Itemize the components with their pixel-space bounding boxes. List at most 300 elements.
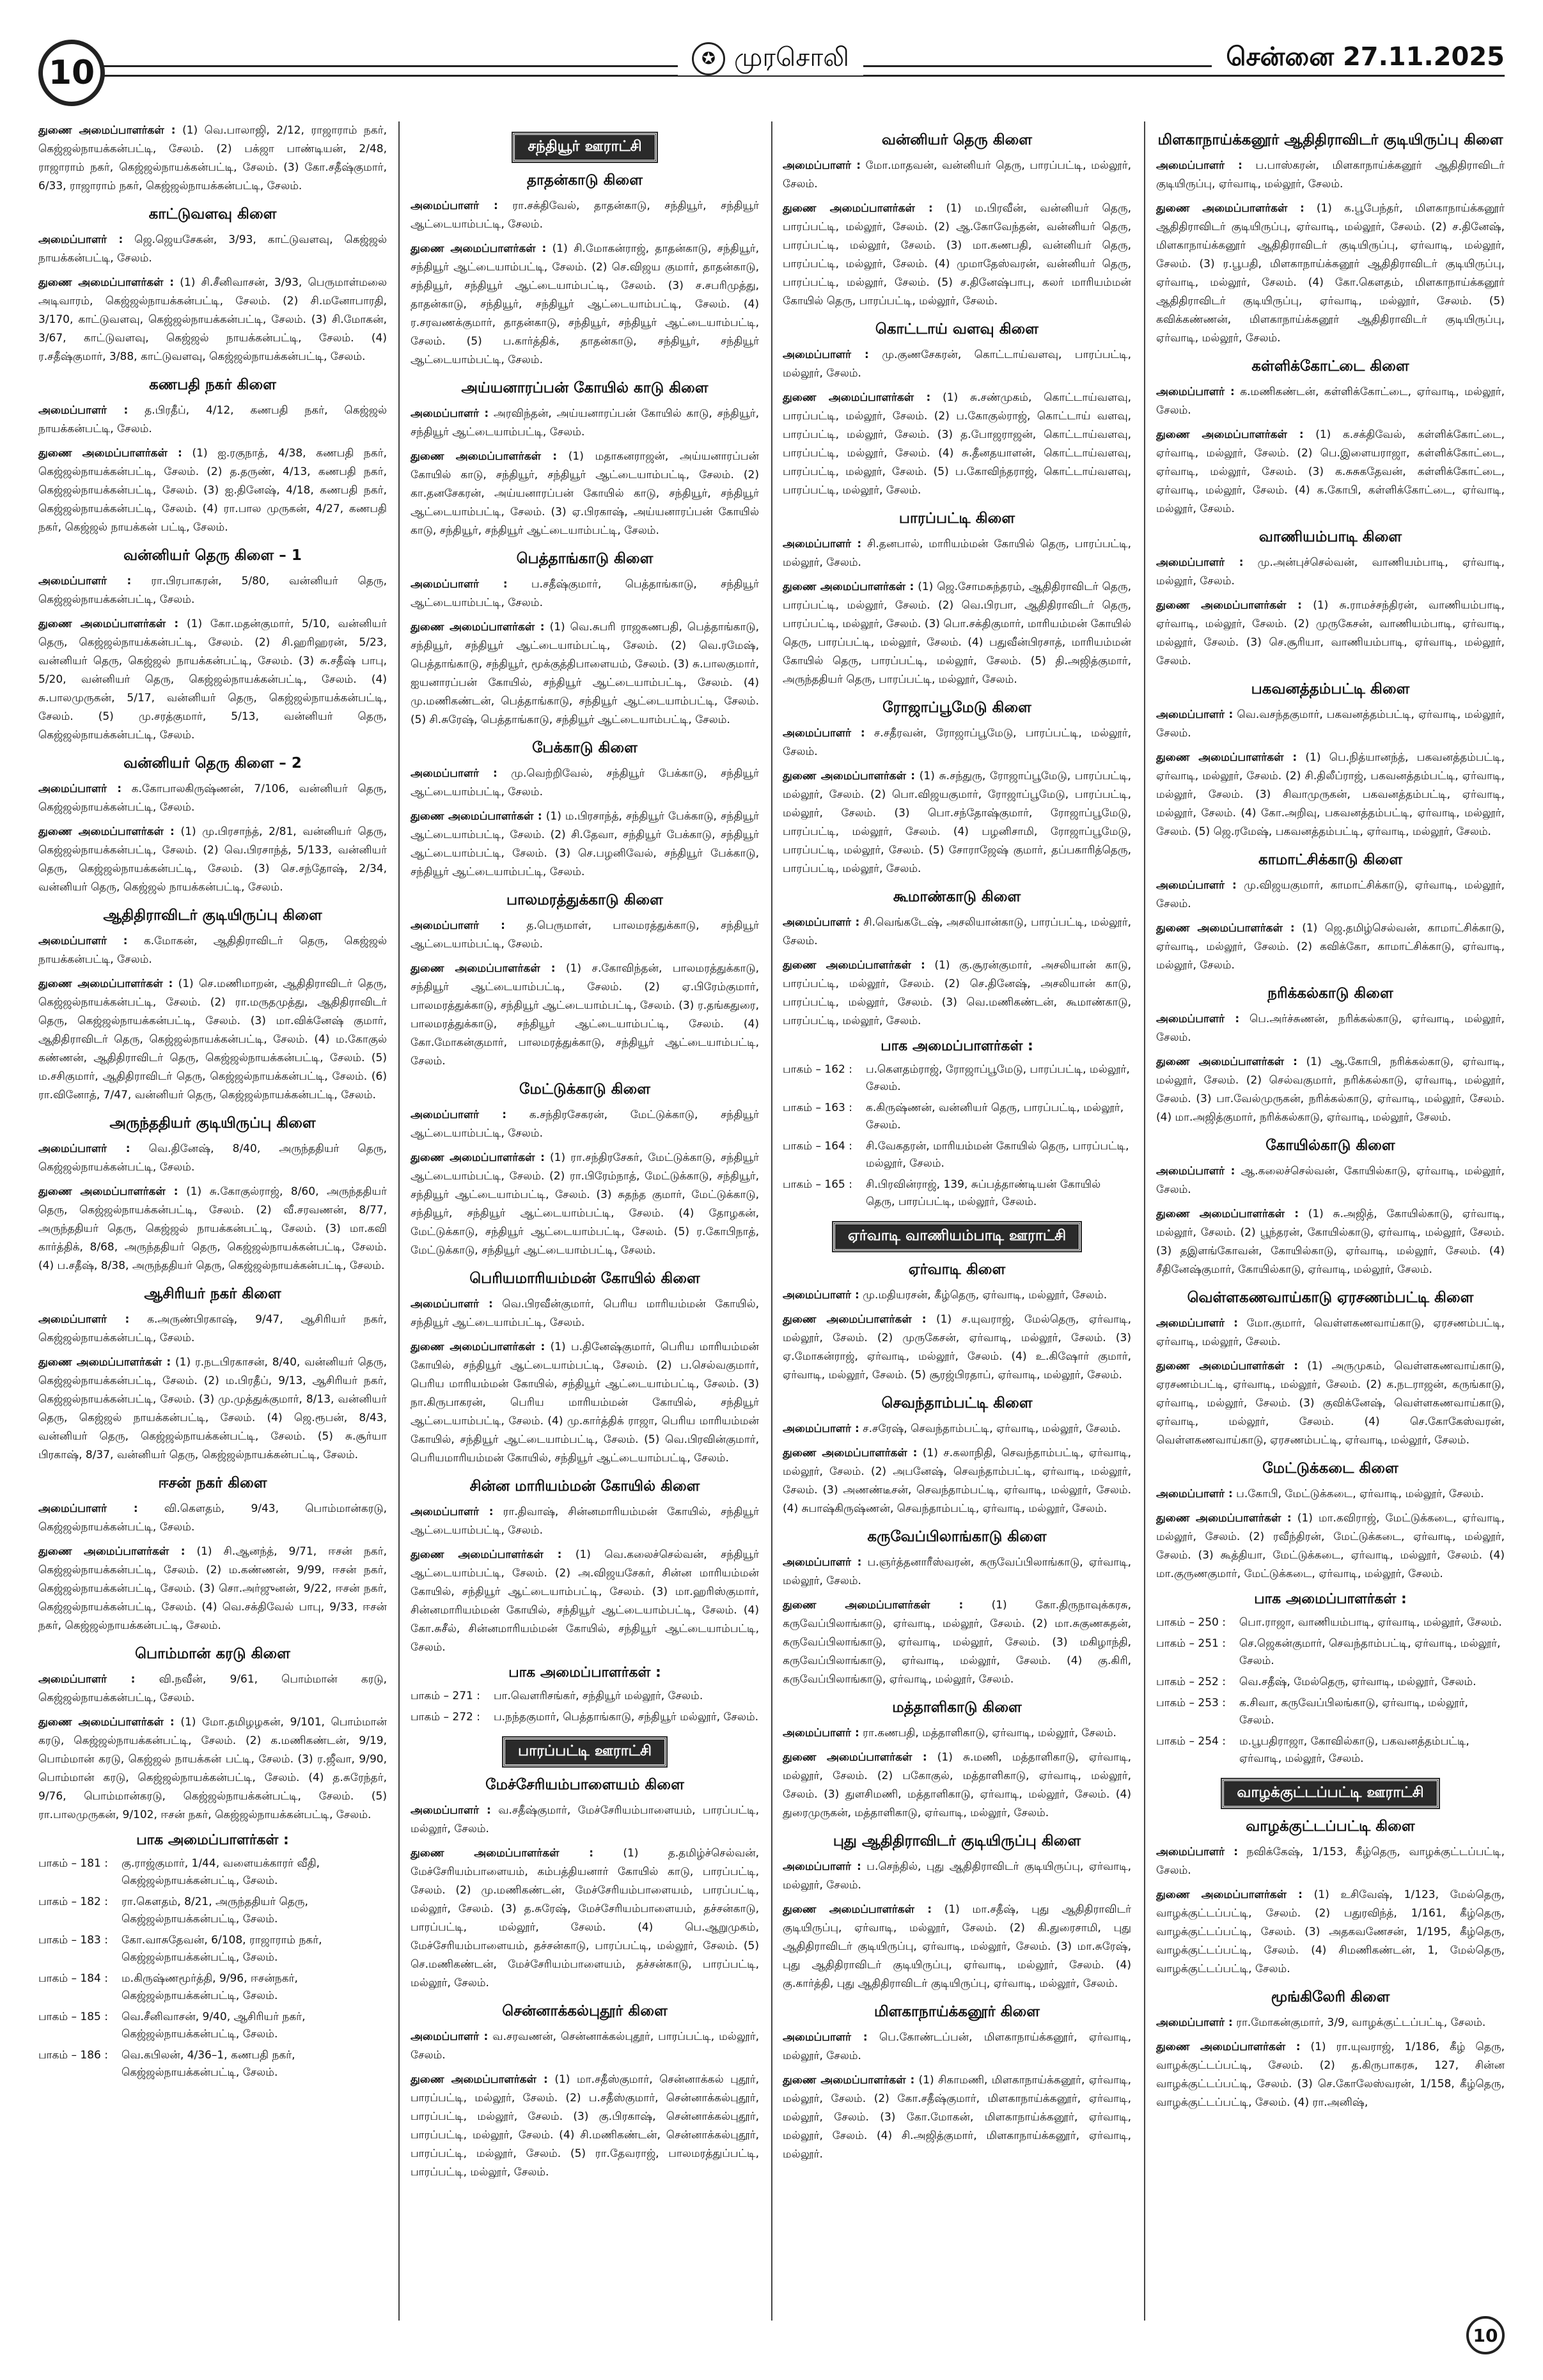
entry-text: க.கோபாலகிருஷ்ணன், 7/106, வன்னியர் தெரு, கெஜ்ஜல்நாயக்கன்பட்டி, சேலம். (38, 782, 387, 814)
branch-heading: வன்னியர் தெரு கிளை (881, 132, 1033, 148)
organizer-entry (1156, 596, 1505, 671)
booth-row (1156, 1733, 1505, 1768)
role-label: அமைப்பாளர் : (411, 199, 498, 212)
booth-organizer: க.கிருஷ்ணன், வன்னியர் தெரு, பாரப்பட்டி, மல்லூர், சேலம். (866, 1101, 1124, 1132)
organizer-entry (1156, 876, 1505, 914)
role-label: துணை அமைப்பாளர்கள் : (411, 1847, 594, 1860)
entry-text: ப.கோபி, மேட்டுக்கடை, ஏர்வாடி, மல்லூர், சேலம். (1232, 1488, 1484, 1500)
booth-organizer: செ.ஜெகன்குமார், செவந்தாம்பட்டி, ஏர்வாடி, மல்லூர், சேலம். (1239, 1637, 1501, 1667)
entry-text: ப.செந்தில், புது ஆதிதிராவிடர் குடியிருப்பு, ஏர்வாடி, மல்லூர், சேலம். (783, 1860, 1131, 1892)
organizer-entry (1156, 1357, 1505, 1450)
organizer-entry (411, 1801, 759, 1839)
entry-text: (1) சு.சண்முகம், கொட்டாய்வளவு, பாரப்பட்டி, மல்லூர், சேலம். (2) ப.கோகுல்ராஜ், கொட்டாய் வளவு, பாரப்பட்டி, மல்லூர், சேலம். (3) த.போஜராஜன், கொட்டாய்வளவு, பாரப்பட்டி, மல்லூர், சேலம். (4) சு.தீனதயாளன், கொட்டாய்வளவு, பாரப்பட்டி, மல்லூர், சேலம். (5) ப.கோவிந்தராஜ், கொட்டாய்வளவு, பாரப்பட்டி, மல்லூர், சேலம். (783, 391, 1131, 497)
entry-text: (1) அருமுகம், வெள்ளகணவாய்காடு, ஏரசணம்பட்டி, ஏர்வாடி, மல்லூர், சேலம். (2) க.நடராஜன், கருங்காடு, ஏர்வாடி, மல்லூர், சேலம். (3) குவிக்னேஷ், வெள்ளகணவாய்காடு, ஏர்வாடி, மல்லூர், சேலம். (4) செ.கோகேஸ்வரன், வெள்ளகணவாய்காடு, ஏரசணம்பட்டி, ஏர்வாடி, மல்லூர், சேலம். (1156, 1360, 1505, 1447)
organizer-entry (783, 1311, 1131, 1385)
booth-number: பாகம் – 254 : (1156, 1735, 1226, 1748)
entry-text: மு.அன்புச்செல்வன், வாணியம்பாடி, ஏர்வாடி, மல்லூர், சேலம். (1156, 556, 1505, 587)
organizer-entry (38, 121, 387, 196)
panchayat-banner: வாழக்குட்டப்பட்டி ஊராட்சி (1222, 1779, 1438, 1808)
entry-text: மோ.மாதவன், வன்னியர் தெரு, பாரப்பட்டி, மல்லூர், சேலம். (783, 159, 1131, 191)
role-label: அமைப்பாளர் : (38, 575, 132, 587)
organizer-entry (38, 401, 387, 439)
role-label: அமைப்பாளர் : (783, 727, 865, 740)
organizer-entry (1156, 554, 1505, 591)
organizer-entry (1156, 383, 1505, 420)
organizer-entry (1156, 426, 1505, 518)
organizer-entry (38, 1670, 387, 1707)
branch-heading: வன்னியர் தெரு கிளை – 2 (123, 755, 302, 772)
entry-text: (1) த.தமிழ்ச்செல்வன், மேச்சேரியம்பாளையம், கம்பத்தியனார் கோயில் காடு, பாரப்பட்டி, சேலம். (2) மு.மணிகண்டன், மேச்சேரியம்பாளையம், பாரப்பட்டி, மல்லூர், சேலம். (3) த.சுரேஷ், மேச்சேரியம்பாளையம், தச்சன்காடு, பாரப்பட்டி, மல்லூர், சேலம். (4) பெ.ஆறுமுகம், மேச்சேரியம்பாளையம், தச்சன்காடு, பாரப்பட்டி, மல்லூர், சேலம். (5) செ.மணிகண்டன், மேச்சேரியம்பாளையம், தச்சன்காடு, பாரப்பட்டி, மல்லூர், சேலம். (411, 1847, 759, 1989)
panchayat-banner: பாரப்பட்டி ஊராட்சி (503, 1738, 666, 1766)
organizer-entry (38, 572, 387, 609)
branch-heading: மேச்சேரியம்பாளையம் கிளை (485, 1777, 684, 1793)
booth-number: பாகம் – 183 : (38, 1934, 108, 1947)
organizer-entry (783, 2071, 1131, 2164)
booth-number: பாகம் – 185 : (38, 2011, 108, 2023)
role-label: அமைப்பாளர் : (1156, 2016, 1233, 2029)
branch-heading: கொட்டாய் வளவு கிளை (875, 321, 1039, 338)
booth-row (38, 1970, 387, 2005)
entry-text: ஜெ.ஜெயசேகன், 3/93, காட்டுவளவு, கெஜ்ஜல் நாயக்கன்பட்டி, சேலம். (38, 233, 387, 265)
entry-text: பெ.அர்ச்சுணன், நரிக்கல்காடு, ஏர்வாடி, மல்லூர், சேலம். (1156, 1013, 1505, 1044)
role-label: துணை அமைப்பாளர்கள் : (38, 618, 179, 630)
entry-text: (1) ர.நடபிரகாசன், 8/40, வன்னியர் தெரு, கெஜ்ஜல்நாயக்கன்பட்டி, சேலம். (2) ம.பிரதீப், 9/13, ஆசிரியர் நகர், கெஜ்ஜல்நாயக்கன்பட்டி, சேலம். (3) மு.முத்துக்குமார், 8/13, வன்னியர் தெரு, கெஜ்ஜல் நாயக்கன்பட்டி, சேலம். (4) ஜெ.ரூபன், 8/43, வன்னியர் தெரு, கெஜ்ஜல்நாயக்கன்பட்டி, சேலம். (5) சு.சூர்யா பிரகாஷ், 8/37, வன்னியர் தெரு, கெஜ்ஜல்நாயக்கன்பட்டி, சேலம். (38, 1356, 387, 1461)
branch-heading: வாழக்குட்டப்பட்டி கிளை (1246, 1818, 1415, 1835)
role-label: அமைப்பாளர் : (411, 919, 505, 932)
branch-heading: ரோஜாப்பூமேடு கிளை (882, 699, 1031, 716)
organizer-entry (1156, 1205, 1505, 1279)
entry-text: ரா.மோகன்குமார், 3/9, வாழக்குட்டப்பட்டி, சேலம். (1232, 2016, 1486, 2029)
paper-name: முரசொலி (734, 42, 849, 72)
branch-heading: மத்தாளிகாடு கிளை (892, 1699, 1022, 1716)
branch-heading: வாணியம்பாடி கிளை (1258, 529, 1402, 545)
entry-text: (1) ச.கோவிந்தன், பாலமரத்துக்காடு, சந்தியூர் ஆட்டையாம்பட்டி, சேலம். (2) ஏ.பிரேம்குமார், பாலமரத்துக்காடு, சந்தியூர் ஆட்டையாம்பட்டி, சேலம். (3) ர.தங்கதுரை, பாலமரத்துக்காடு, சந்தியூர் ஆட்டையாம்பட்டி, சேலம். (4) கோ.மோகன்குமார், பாலமரத்துக்காடு, சந்தியூர் ஆட்டையாம்பட்டி, சேலம். (411, 962, 759, 1068)
booth-row (38, 1932, 387, 1966)
booth-number: பாகம் – 252 : (1156, 1676, 1226, 1688)
role-label: அமைப்பாளர் : (1156, 1317, 1238, 1330)
organizer-entry (411, 405, 759, 442)
organizer-entry (411, 807, 759, 882)
organizer-entry (411, 1844, 759, 1993)
role-label: அமைப்பாளர் : (411, 1804, 491, 1817)
booth-number: பாகம் – 182 : (38, 1895, 108, 1908)
organizer-entry (411, 1546, 759, 1657)
entry-text: ரா.சக்திவேல், தாதன்காடு, சந்தியூர், சந்தியூர் ஆட்டையாம்பட்டி, சேலம். (411, 199, 759, 231)
organizer-entry (38, 823, 387, 897)
organizer-entry (1156, 706, 1505, 743)
entry-text: த.பிரதீப், 4/12, கணபதி நகர், கெஜ்ஜல் நாயக்கன்பட்டி, சேலம். (38, 404, 387, 435)
organizer-entry (38, 932, 387, 969)
organizer-entry (783, 535, 1131, 572)
role-label: அமைப்பாளர் : (1156, 1165, 1235, 1178)
organizer-entry (411, 2071, 759, 2182)
role-label: அமைப்பாளர் : (411, 767, 497, 780)
entry-text: (1) ஐ.ரகுநாத், 4/38, கணபதி நகர், கெஜ்ஜல்நாயக்கன்பட்டி, சேலம். (2) த.தருண், 4/13, கணபதி நகர், கெஜ்ஜல்நாயக்கன்பட்டி, சேலம். (3) ஐ.தினேஷ், 4/18, கணபதி நகர், கெஜ்ஜல்நாயக்கன்பட்டி, சேலம். (4) ரா.பால முருகன், 4/27, கணபதி நகர், கெஜ்ஜல் நாயக்கன் பட்டி, சேலம். (38, 447, 387, 534)
branch-heading: சென்னாக்கல்புதூர் கிளை (502, 2003, 668, 2019)
organizer-entry (38, 1183, 387, 1275)
entry-text: வ.சதீஷ்குமார், மேச்சேரியம்பாளையம், பாரப்பட்டி, மல்லூர், சேலம். (411, 1804, 759, 1835)
entry-text: ச.சதீரவன், ரோஜாப்பூமேடு, பாரப்பட்டி, மல்லூர், சேலம். (783, 727, 1131, 758)
booth-organizer: வெ.சதீஷ், மேல்தெரு, ஏர்வாடி, மல்லூர், சேலம். (1239, 1676, 1476, 1688)
organizer-entry (38, 615, 387, 745)
paper-logo-icon: ✪ (692, 42, 725, 75)
article-columns (38, 121, 1505, 2321)
branch-heading: மிளகாநாய்க்கனூர் கிளை (873, 2003, 1040, 2020)
role-label: துணை அமைப்பாளர்கள் : (1156, 202, 1304, 215)
entry-text: (1) மா.கவிராஜ், மேட்டுக்கடை, ஏர்வாடி, மல்லூர், சேலம். (2) ரவீந்திரன், மேட்டுக்கடை, ஏர்வாடி, மல்லூர், சேலம். (3) கூத்தியா, மேட்டுக்கடை, ஏர்வாடி, மல்லூர், சேலம். (4) மா.குருணகுமார், மேட்டுக்கடை, ஏர்வாடி, மல்லூர், சேலம். (1156, 1512, 1505, 1580)
organizer-entry (783, 914, 1131, 951)
booth-organizer: சி.வேகதரன், மாரியம்மன் கோயில் தெரு, பாரப்பட்டி, மல்லூர், சேலம். (866, 1140, 1129, 1170)
column-3 (783, 121, 1131, 2321)
entry-text: (1) ஜெ.சோமசுந்தரம், ஆதிதிராவிடர் தெரு, பாரப்பட்டி, மல்லூர், சேலம். (2) வெ.பிரபா, ஆதிதிராவிடர் தெரு, பாரப்பட்டி, மல்லூர், சேலம். (3) பொ.சக்திகுமார், மாரியம்மன் கோயில் தெரு, பாரப்பட்டி, மல்லூர், சேலம். (4) பதுவீன்பிரசாத், மாரியம்மன் கோயில் தெரு, பாரப்பட்டி, மல்லூர், சேலம். (5) தி.அஜித்குமார், அருந்ததியர் தெரு, பாரப்பட்டி, மல்லூர், சேலம். (783, 580, 1131, 686)
organizer-entry (1156, 919, 1505, 975)
entry-text: (1) ரா.யுவராஜ், 1/186, கீழ் தெரு, வாழக்குட்டப்பட்டி, சேலம். (2) த.கிருபாகரசு, 127, சின்ன வாழக்குட்டப்பட்டி, சேலம். (3) செ.கோலேஸ்வரன், 1/158, கீழ்தெரு, வாழக்குட்டப்பட்டி, சேலம். (4) ரா.அனிஷ், (1156, 2041, 1505, 2109)
role-label: அமைப்பாளர் : (38, 782, 122, 795)
booth-row (783, 1138, 1131, 1172)
booth-row (783, 1061, 1131, 1096)
entry-text: சி.வெங்கடேஷ், அசலியான்காடு, பாரப்பட்டி, மல்லூர், சேலம். (783, 916, 1131, 947)
branch-heading: தாதன்காடு கிளை (527, 172, 643, 189)
booth-row (1156, 1674, 1505, 1691)
booth-heading: பாக அமைப்பாளர்கள் : (136, 1832, 289, 1848)
branch-heading: ஆதிதிராவிடர் குடியிருப்பு கிளை (103, 907, 322, 924)
entry-text: ப.சதீஷ்குமார், பெத்தாங்காடு, சந்தியூர் ஆட்டையாம்பட்டி, சேலம். (411, 578, 759, 609)
organizer-entry (1156, 1886, 1505, 1979)
organizer-entry (1156, 157, 1505, 194)
entry-text: ச.சரேஷ், செவந்தாம்பட்டி, ஏர்வாடி, மல்லூர், சேலம். (859, 1422, 1121, 1435)
role-label: அமைப்பாளர் : (783, 538, 862, 550)
booth-organizer: கு.ராஜ்குமார், 1/44, வளையக்காரர் வீதி, கெஜ்ஜல்நாயக்கன்பட்டி, சேலம். (121, 1857, 320, 1887)
branch-heading: ஆசிரியர் நகர் கிளை (144, 1286, 281, 1302)
branch-heading: பாரப்பட்டி கிளை (898, 510, 1015, 527)
branch-heading: அருந்ததியர் குடியிருப்பு கிளை (109, 1115, 316, 1132)
organizer-entry (783, 389, 1131, 500)
entry-text: (1) சி.சீனிவாசன், 3/93, பெருமாள்மலை அடிவாரம், கெஜ்ஜல்நாயக்கன்பட்டி, சேலம். (2) சி.மனோபாரதி, 3/170, காட்டுவளவு, கெஜ்ஜல்நாயக்கன்பட்டி, சேலம். (3) சி.மோகன், 3/67, காட்டுவளவு, கெஜ்ஜல் நாயக்கன்பட்டி, சேலம். (4) ர.சதீஷ்குமார், 3/88, காட்டுவளவு, கெஜ்ஜல்நாயக்கன்பட்டி, சேலம். (38, 276, 387, 363)
organizer-entry (411, 1295, 759, 1332)
entry-text: (1) ப.தினேஷ்குமார், பெரிய மாரியம்மன் கோயில், சந்தியூர் ஆட்டையாம்பட்டி, சேலம். (2) ப.செல்வகுமார், பெரிய மாரியம்மன் கோயில், சந்தியூர் ஆட்டையாம்பட்டி, சேலம். (3) நா.கிருபாகரன், பெரிய மாரியம்மன் கோயில், சந்தியூர் ஆட்டையாம்பட்டி, சேலம். (4) மு.கார்த்திக் ராஜா, பெரிய மாரியம்மன் கோயில், சந்தியூர் ஆட்டையாம்பட்டி, சேலம். (5) வெ.பிரவின்குமார், பெரியமாரியம்மன் கோயில், சந்தியூர் ஆட்டையாம்பட்டி, சேலம். (411, 1341, 759, 1465)
booth-row (1156, 1635, 1505, 1670)
entry-text: (1) உசிவேஷ், 1/123, மேல்தெரு, வாழக்குட்டப்பட்டி, சேலம். (2) பதுரவிந்த், 1/161, கீழ்தெரு, வாழக்குட்டப்பட்டி, சேலம். (3) அதகவணேசன், 1/195, கீழ்தெரு, வாழக்குட்டப்பட்டி, சேலம். (4) சிமணிகண்டன், 1, மேல்தெரு, வாழக்குட்டப்பட்டி, சேலம். (1156, 1888, 1505, 1975)
organizer-entry (38, 780, 387, 817)
organizer-entry (411, 960, 759, 1071)
organizer-entry (1156, 1509, 1505, 1583)
role-label: துணை அமைப்பாளர்கள் : (783, 580, 914, 593)
organizer-entry (783, 724, 1131, 761)
role-label: துணை அமைப்பாளர்கள் : (38, 124, 176, 137)
booth-row (411, 1688, 759, 1705)
booth-row (783, 1100, 1131, 1134)
booth-number: பாகம் – 163 : (783, 1101, 852, 1114)
organizer-entry (411, 240, 759, 369)
organizer-entry (1156, 2014, 1505, 2032)
role-label: அமைப்பாளர் : (783, 2031, 868, 2044)
branch-heading: பகவனத்தம்பட்டி கிளை (1251, 681, 1410, 697)
entry-text: (1) மதாகனராஜன், அய்யனாரப்பன் கோயில் காடு, சந்தியூர், சந்தியூர் ஆட்டையாம்பட்டி, சேலம். (2) கா.தனசேகரன், அய்யனாரப்பன் கோயில் காடு, சந்தியூர், சந்தியூர் ஆட்டையாம்பட்டி, சேலம். (3) ஏ.பிரகாஷ், அய்யனாரப்பன் கோயில் காடு, சந்தியூர், சந்தியூர் ஆட்டையாம்பட்டி, சேலம். (411, 450, 759, 537)
organizer-entry (411, 1503, 759, 1540)
organizer-entry (783, 578, 1131, 689)
entry-text: வி.நவீன், 9/61, பொம்மான் கரடு, கெஜ்ஜல்நாயக்கன்பட்டி, சேலம். (38, 1673, 387, 1704)
paper-name-block (678, 42, 863, 75)
booth-organizer: வெ.கபிலன், 4/36–1, கணபதி நகர், கெஜ்ஜல்நாயக்கன்பட்டி, சேலம். (121, 2049, 295, 2079)
role-label: அமைப்பாளர் : (411, 1505, 494, 1518)
column-2 (411, 121, 759, 2321)
entry-text: சி.தனபால், மாரியம்மன் கோயில் தெரு, பாரப்பட்டி, மல்லூர், சேலம். (783, 538, 1131, 569)
role-label: அமைப்பாளர் : (411, 578, 508, 591)
entry-text: (1) பெ.நித்யானந்த், பகவனத்தம்பட்டி, ஏர்வாடி, மல்லூர், சேலம். (2) சி.திலீப்ராஜ், பகவனத்தம்பட்டி, ஏர்வாடி, மல்லூர், சேலம். (3) சிவாமுருகன், பகவனத்தம்பட்டி, ஏர்வாடி, மல்லூர், சேலம். (4) கோ.அறிவு, பகவனத்தம்பட்டி, ஏர்வாடி, மல்லூர், சேலம். (5) ஜெ.ரமேஷ், பகவனத்தம்பட்டி, ஏர்வாடி, மல்லூர், சேலம். (1156, 751, 1505, 838)
column-divider (398, 121, 400, 2321)
organizer-entry (1156, 1843, 1505, 1880)
booth-number: பாகம் – 253 : (1156, 1697, 1226, 1709)
role-label: துணை அமைப்பாளர்கள் : (1156, 922, 1295, 935)
organizer-entry (411, 765, 759, 802)
booth-row (783, 1176, 1131, 1211)
organizer-entry (411, 1338, 759, 1468)
branch-heading: கோயில்காடு கிளை (1265, 1137, 1395, 1154)
role-label: துணை அமைப்பாளர்கள் : (783, 1313, 927, 1326)
role-label: துணை அமைப்பாளர்கள் : (38, 825, 175, 838)
entry-text: வெ.தினேஷ், 8/40, அருந்ததியர் தெரு, கெஜ்ஜல்நாயக்கன்பட்டி, சேலம். (38, 1142, 387, 1174)
organizer-entry (783, 1420, 1131, 1438)
entry-text: வி.கௌதம், 9/43, பொம்மான்கரடு, கெஜ்ஜல்நாயக்கன்பட்டி, சேலம். (38, 1502, 387, 1534)
booth-organizer: ப.நந்தகுமார், பெத்தாங்காடு, சந்தியூர் மல்லூர், சேலம். (494, 1711, 759, 1723)
branch-heading: கூமாண்காடு கிளை (893, 889, 1021, 905)
organizer-entry (38, 274, 387, 366)
organizer-entry (783, 1444, 1131, 1518)
entry-text: வெ.வசந்தகுமார், பகவனத்தம்பட்டி, ஏர்வாடி, மல்லூர், சேலம். (1156, 708, 1505, 740)
organizer-entry (1156, 199, 1505, 348)
booth-number: பாகம் – 186 : (38, 2049, 108, 2062)
role-label: அமைப்பாளர் : (38, 1502, 138, 1515)
booth-organizer: க.சிவா, கருவேப்பிலங்காடு, ஏர்வாடி, மல்லூர், சேலம். (1239, 1697, 1468, 1727)
role-label: அமைப்பாளர் : (1156, 385, 1235, 398)
role-label: அமைப்பாளர் : (1156, 879, 1237, 892)
role-label: அமைப்பாளர் : (783, 1289, 859, 1302)
entry-text: (1) சி.ஆனந்த், 9/71, ஈசன் நகர், கெஜ்ஜல்நாயக்கன்பட்டி, சேலம். (2) ம.கண்ணன், 9/99, ஈசன் நகர், கெஜ்ஜல்நாயக்கன்பட்டி, சேலம். (3) சொ.அர்ஜுனன், 9/22, ஈசன் நகர், கெஜ்ஜல்நாயக்கன்பட்டி, சேலம். (4) வெ.சக்திவேல் பாபு, 9/33, ஈசன் நகர், கெஜ்ஜல்நாயக்கன்பட்டி, சேலம். (38, 1545, 387, 1632)
entry-text: பெ.கோண்டப்பன், மிளகாநாய்க்கனூர், ஏர்வாடி, மல்லூர், சேலம். (783, 2031, 1131, 2062)
role-label: துணை அமைப்பாளர்கள் : (411, 1151, 545, 1164)
entry-text: (1) வெ.சுபரி ராஜகணபதி, பெத்தாங்காடு, சந்தியூர், சந்தியூர் ஆட்டையாம்பட்டி, சேலம். (2) வெ.ரமேஷ், பெத்தாங்காடு, சந்தியூர், மூக்குத்திபாளையம், சேலம். (3) சு.பாலகுமார், ஐயனாரப்பன் கோயில், சந்தியூர் ஆட்டையாம்பட்டி, சேலம். (4) மு.மணிகண்டன், பெத்தாங்காடு, சந்தியூர் ஆட்டையாம்பட்டி, சேலம். (5) சி.சுரேஷ், பெத்தாங்காடு, சந்தியூர் ஆட்டையாம்பட்டி, சேலம். (411, 621, 759, 726)
organizer-entry (783, 1901, 1131, 1993)
branch-heading: நரிக்கல்காடு கிளை (1267, 985, 1393, 1002)
column-1 (38, 121, 387, 2321)
role-label: அமைப்பாளர் : (783, 1556, 862, 1569)
booth-number: பாகம் – 184 : (38, 1972, 108, 1985)
entry-text: (1) கோ.மதன்குமார், 5/10, வன்னியர் தெரு, கெஜ்ஜல்நாயக்கன்பட்டி, சேலம். (2) சி.ஹரிஹரன், 5/23, வன்னியர் தெரு, கெஜ்ஜல் நாயக்கன்பட்டி, சேலம். (3) சு.சதீஷ் பாபு, 5/20, வன்னியர் தெரு, கெஜ்ஜல்நாயக்கன்பட்டி, சேலம். (4) சு.பாலமுருகன், 5/17, வன்னியர் தெரு, கெஜ்ஜல்நாயக்கன்பட்டி, சேலம். (5) மு.சரத்குமார், 5/13, வன்னியர் தெரு, கெஜ்ஜல்நாயக்கன்பட்டி, சேலம். (38, 618, 387, 742)
organizer-entry (1156, 1010, 1505, 1047)
entry-text: மு.குணசேகரன், கொட்டாய்வளவு, பாரப்பட்டி, மல்லூர், சேலம். (783, 348, 1131, 380)
entry-text: (1) ம.பிரவீன், வன்னியர் தெரு, பாரப்பட்டி, மல்லூர், சேலம். (2) ஆ.கோவேந்தன், வன்னியர் தெரு, பாரப்பட்டி, மல்லூர், சேலம். (3) மா.கணபதி, வன்னியர் தெரு, பாரப்பட்டி, மல்லூர், சேலம். (4) முமாதேஸ்வரன், வன்னியர் தெரு, பாரப்பட்டி, மல்லூர், சேலம். (5) ச.தினேஷ்பாபு, கலர் மாரியம்மன் கோயில் தெரு, பாரப்பட்டி, மல்லூர், சேலம். (783, 202, 1131, 307)
entry-text: மோ.குமார், வெள்ளகணவாய்காடு, ஏரசணம்பட்டி, ஏர்வாடி, மல்லூர், சேலம். (1156, 1317, 1505, 1348)
branch-heading: பெரியமாரியம்மன் கோயில் கிளை (469, 1270, 700, 1287)
role-label: துணை அமைப்பாளர்கள் : (38, 276, 175, 289)
role-label: அமைப்பாளர் : (1156, 556, 1244, 569)
booth-number: பாகம் – 181 : (38, 1857, 108, 1870)
role-label: அமைப்பாளர் : (411, 2030, 489, 2043)
branch-heading: கருவேப்பிலாங்காடு கிளை (867, 1528, 1047, 1545)
role-label: அமைப்பாளர் : (38, 1142, 130, 1155)
organizer-entry (38, 231, 387, 268)
organizer-entry (411, 1149, 759, 1260)
organizer-entry (783, 767, 1131, 878)
booth-row (38, 1855, 387, 1890)
organizer-entry (1156, 1485, 1505, 1504)
role-label: அமைப்பாளர் : (411, 407, 489, 420)
role-label: துணை அமைப்பாளர்கள் : (411, 242, 547, 255)
branch-heading: மேட்டுக்கடை கிளை (1262, 1460, 1398, 1477)
booth-row (38, 2047, 387, 2081)
branch-heading: காட்டுவளவு கிளை (148, 206, 277, 222)
entry-text: ப.பாஸ்கரன், மிளகாநாய்க்கனூர் ஆதிதிராவிடர் குடியிருப்பு, ஏர்வாடி, மல்லூர், சேலம். (1156, 159, 1505, 191)
branch-heading: அய்யனாரப்பன் கோயில் காடு கிளை (461, 380, 709, 396)
entry-text: மு.வெற்றிவேல், சந்தியூர் பேக்காடு, சந்தியூர் ஆட்டையாம்பட்டி, சேலம். (411, 767, 759, 798)
organizer-entry (38, 1543, 387, 1635)
entry-text: (1) மோ.தமிழழகன், 9/101, பொம்மான் கரடு, கெஜ்ஜல்நாயக்கன்பட்டி, சேலம். (2) க.மணிகண்டன், 9/19, பொம்மான் கரடு, கெஜ்ஜல் நாயக்கன் பட்டி, சேலம். (3) ர.ஜீவா, 9/90, பொம்மான் கரடு, கெஜ்ஜல்நாயக்கன்பட்டி, சேலம். (4) த.சுரேந்தர், 9/76, பொம்மான்கரடு, கெஜ்ஜல்நாயக்கன்பட்டி, சேலம். (5) ரா.பாலமுருகன், 9/102, ஈசன் நகர், கெஜ்ஜல்நாயக்கன்பட்டி, சேலம். (38, 1716, 387, 1821)
masthead (38, 40, 1505, 116)
role-label: அமைப்பாளர் : (1156, 708, 1234, 721)
organizer-entry (783, 346, 1131, 383)
booth-row (411, 1709, 759, 1726)
organizer-entry (411, 917, 759, 954)
entry-text: ரா.கணபதி, மத்தாளிகாடு, ஏர்வாடி, மல்லூர், சேலம். (859, 1727, 1116, 1739)
role-label: அமைப்பாளர் : (1156, 159, 1242, 172)
role-label: துணை அமைப்பாளர்கள் : (38, 1356, 171, 1369)
organizer-entry (1156, 2038, 1505, 2112)
role-label: அமைப்பாளர் : (38, 233, 123, 246)
booth-row (1156, 1614, 1505, 1631)
organizer-entry (783, 1553, 1131, 1591)
entry-text: (1) சு.ராமச்சந்திரன், வாணியம்பாடி, ஏர்வாடி, மல்லூர், சேலம். (2) முருகேசன், வாணியம்பாடி, ஏர்வாடி, மல்லூர், சேலம். (3) செ.சூரியா, வாணியம்பாடி, ஏர்வாடி, மல்லூர், சேலம். (1156, 599, 1505, 667)
branch-heading: வெள்ளகணவாய்காடு ஏரசணம்பட்டி கிளை (1187, 1289, 1474, 1306)
entry-text: (1) செ.மணிமாறன், ஆதிதிராவிடர் தெரு, கெஜ்ஜல்நாயக்கன்பட்டி, சேலம். (2) ரா.மருதமுத்து, ஆதிதிராவிடர் தெரு, கெஜ்ஜல்நாயக்கன்பட்டி, சேலம். (3) மா.விக்னேஷ் குமார், ஆதிதிராவிடர் தெரு, கெஜ்ஜல்நாயக்கன்பட்டி, சேலம். (4) ம.கோகுல் கண்ணன், ஆதிதிராவிடர் தெரு, கெஜ்ஜல்நாயக்கன்பட்டி, சேலம். (5) ம.சசிகுமார், ஆதிதிராவிடர் தெரு, கெஜ்ஜல்நாயக்கன்பட்டி, சேலம். (6) ரா.வினோத், 7/47, வன்னியர் தெரு, கெஜ்ஜல்நாயக்கன்பட்டி, சேலம். (38, 977, 387, 1101)
branch-heading: ஈசன் நகர் கிளை (158, 1475, 267, 1491)
booth-organizer: வெ.சீனிவாசன், 9/40, ஆசிரியர் நகர், கெஜ்ஜல்நாயக்கன்பட்டி, சேலம். (121, 2011, 306, 2041)
organizer-entry (38, 1353, 387, 1465)
entry-text: க.மணிகண்டன், கள்ளிக்கோட்டை, ஏர்வாடி, மல்லூர், சேலம். (1156, 385, 1505, 417)
entry-text: (1) ச.யுவராஜ், மேல்தெரு, ஏர்வாடி, மல்லூர், சேலம். (2) முருகேசன், ஏர்வாடி, மல்லூர், சேலம். (3) ஏ.மோகன்ராஜ், ஏர்வாடி, மல்லூர், சேலம். (4) உ.கிஷோர் குமார், ஏர்வாடி, மல்லூர், சேலம். (5) சூரஜ்பிரதாப், ஏர்வாடி, மல்லூர், சேலம். (783, 1313, 1131, 1381)
booth-heading: பாக அமைப்பாளர்கள் : (508, 1665, 661, 1681)
entry-text: (1) வெ.கலைச்செல்வன், சந்தியூர் ஆட்டையாம்பட்டி, சேலம். (2) அ.விஜயசேகர், சின்ன மாரியம்மன் கோயில், சந்தியூர் ஆட்டையாம்பட்டி, சேலம். (3) மா.ஹரிஸ்குமார், சின்னமாரியம்மன் கோயில், சந்தியூர் ஆட்டையாம்பட்டி, சேலம். (4) கோ.சுசீல், சின்னமாரியம்மன் கோயில், சந்தியூர் ஆட்டையாம்பட்டி, சேலம். (411, 1548, 759, 1654)
role-label: துணை அமைப்பாளர்கள் : (1156, 1888, 1303, 1901)
role-label: துணை அமைப்பாளர்கள் : (411, 1341, 545, 1353)
organizer-entry (783, 199, 1131, 311)
role-label: துணை அமைப்பாளர்கள் : (38, 1545, 185, 1558)
entry-text: (1) சிகாமணி, மிளகாநாய்க்கனூர், ஏர்வாடி, மல்லூர், சேலம். (2) கோ.சதீஷ்குமார், மிளகாநாய்க்கனூர், ஏர்வாடி, மல்லூர், சேலம். (3) கோ.மோகன், மிளகாநாய்க்கனூர், ஏர்வாடி, மல்லூர், சேலம். (4) சி.அஜித்குமார், மிளகாநாய்க்கனூர், ஏர்வாடி, மல்லூர். (783, 2074, 1131, 2161)
entry-text: அரவிந்தன், அய்யனாரப்பன் கோயில் காடு, சந்தியூர், சந்தியூர் ஆட்டையாம்பட்டி, சேலம். (411, 407, 759, 439)
role-label: அமைப்பாளர் : (1156, 1488, 1233, 1500)
role-label: துணை அமைப்பாளர்கள் : (411, 621, 545, 634)
role-label: அமைப்பாளர் : (1156, 1846, 1239, 1858)
booth-heading: பாக அமைப்பாளர்கள் : (1254, 1591, 1407, 1607)
entry-text: (1) க.சக்திவேல், கள்ளிக்கோட்டை, ஏர்வாடி, மல்லூர், சேலம். (2) பெ.இளையராஜா, கள்ளிக்கோட்டை, ஏர்வாடி, மல்லூர், சேலம். (3) க.சுசுகதேவன், கள்ளிக்கோட்டை, ஏர்வாடி, மல்லூர், சேலம். (4) க.கோபி, கள்ளிக்கோட்டை, ஏர்வாடி, மல்லூர், சேலம். (1156, 428, 1505, 515)
role-label: துணை அமைப்பாளர்கள் : (1156, 751, 1297, 764)
branch-heading: மேட்டுக்காடு கிளை (519, 1081, 650, 1098)
entry-text: நவிக்கேஷ், 1/153, கீழ்தெரு, வாழக்குட்டப்பட்டி, சேலம். (1156, 1846, 1505, 1877)
page-number-badge: 10 (38, 40, 105, 106)
branch-heading: புது ஆதிதிராவிடர் குடியிருப்பு கிளை (833, 1833, 1081, 1849)
role-label: துணை அமைப்பாளர்கள் : (1156, 1512, 1292, 1525)
role-label: துணை அமைப்பாளர்கள் : (1156, 1208, 1299, 1220)
organizer-entry (411, 618, 759, 729)
role-label: அமைப்பாளர் : (411, 1298, 493, 1311)
organizer-entry (783, 956, 1131, 1031)
organizer-entry (411, 2028, 759, 2065)
footer-page-number: 10 (1466, 2316, 1505, 2354)
booth-heading: பாக அமைப்பாளர்கள் : (881, 1038, 1033, 1054)
branch-heading: வன்னியர் தெரு கிளை – 1 (123, 547, 302, 564)
organizer-entry (38, 1713, 387, 1824)
panchayat-banner: ஏர்வாடி வாணியம்பாடி ஊராட்சி (833, 1222, 1081, 1251)
branch-heading: காமாட்சிக்காடு கிளை (1258, 852, 1402, 868)
booth-organizer: பா.வெளரிசங்கர், சந்தியூர் மல்லூர், சேலம். (494, 1690, 703, 1702)
branch-heading: பேக்காடு கிளை (532, 740, 638, 756)
booth-organizer: ப.கௌதம்ராஜ், ரோஜாப்பூமேடு, பாரப்பட்டி, மல்லூர், சேலம். (866, 1063, 1130, 1093)
entry-text: (1) மு.பிரசாந்த், 2/81, வன்னியர் தெரு, கெஜ்ஜல்நாயக்கன்பட்டி, சேலம். (2) வெ.பிரசாந்த், 5/133, வன்னியர் தெரு, கெஜ்ஜல்நாயக்கன்பட்டி, சேலம். (3) செ.சந்தோஷ், 2/34, வன்னியர் தெரு, கெஜ்ஜல் நாயக்கன்பட்டி, சேலம். (38, 825, 387, 894)
organizer-entry (1156, 1053, 1505, 1127)
organizer-entry (1156, 1314, 1505, 1351)
role-label: அமைப்பாளர் : (783, 348, 869, 361)
entry-text: (1) கோ.திருநாவுக்கரசு, கருவேப்பிலாங்காடு, ஏர்வாடி, மல்லூர், சேலம். (2) மா.சுகுணசுதன், கருவேப்பிலாங்காடு, ஏர்வாடி, மல்லூர், சேலம். (3) மகிழாந்தி, கருவேப்பிலாங்காடு, ஏர்வாடி, மல்லூர், சேலம். (4) கு.கிரி, கருவேப்பிலாங்காடு, ஏர்வாடி, மல்லூர், சேலம். (783, 1599, 1131, 1686)
organizer-entry (411, 197, 759, 234)
organizer-entry (1156, 749, 1505, 841)
branch-heading: செவந்தாம்பட்டி கிளை (881, 1395, 1033, 1412)
entry-text: ரா.திவாஷ், சின்னமாரியம்மன் கோயில், சந்தியூர் ஆட்டையாம்பட்டி, சேலம். (411, 1505, 759, 1537)
role-label: அமைப்பாளர் : (411, 1108, 507, 1121)
role-label: துணை அமைப்பாளர்கள் : (783, 1751, 927, 1764)
booth-organizer: ரா.கௌதம், 8/21, அருந்ததியர் தெரு, கெஜ்ஜல்நாயக்கன்பட்டி, சேலம். (121, 1895, 308, 1925)
organizer-entry (1156, 1162, 1505, 1199)
entry-text: க.அருண்பிரகாஷ், 9/47, ஆசிரியர் நகர், கெஜ்ஜல்நாயக்கன்பட்டி, சேலம். (38, 1313, 387, 1344)
role-label: துணை அமைப்பாளர்கள் : (783, 202, 933, 215)
role-label: துணை அமைப்பாளர்கள் : (1156, 1360, 1299, 1373)
role-label: துணை அமைப்பாளர்கள் : (411, 1548, 562, 1561)
role-label: துணை அமைப்பாளர்கள் : (783, 959, 925, 972)
organizer-entry (411, 1106, 759, 1143)
role-label: துணை அமைப்பாளர்கள் : (38, 1716, 175, 1729)
entry-text: (1) சி.மோகன்ராஜ், தாதன்காடு, சந்தியூர், சந்தியூர் ஆட்டையாம்பட்டி, சேலம். (2) செ.விஜய குமார், தாதன்காடு, சந்தியூர், சந்தியூர் ஆட்டையாம்பட்டி, சேலம். (3) ச.சபரிமுத்து, தாதன்காடு, சந்தியூர், சந்தியூர் ஆட்டையாம்பட்டி, சேலம். (4) ர.சரவணக்குமார், தாதன்காடு, சந்தியூர், சந்தியூர் ஆட்டையாம்பட்டி, சேலம். (5) ப.கார்த்திக், தாதன்காடு, சந்தியூர், சந்தியூர் ஆட்டையாம்பட்டி, சேலம். (411, 242, 759, 366)
organizer-entry (783, 1596, 1131, 1689)
role-label: துணை அமைப்பாளர்கள் : (1156, 599, 1302, 612)
entry-text: ரா.பிரபாகரன், 5/80, வன்னியர் தெரு, கெஜ்ஜல்நாயக்கன்பட்டி, சேலம். (38, 575, 387, 606)
column-divider (771, 121, 772, 2321)
organizer-entry (38, 444, 387, 537)
entry-text: மு.மதியரசன், கீழ்தெரு, ஏர்வாடி, மல்லூர், சேலம். (859, 1289, 1108, 1302)
role-label: துணை அமைப்பாளர்கள் : (411, 450, 558, 463)
role-label: அமைப்பாளர் : (783, 1422, 859, 1435)
branch-heading: பெத்தாங்காடு கிளை (516, 550, 654, 567)
organizer-entry (783, 1748, 1131, 1823)
role-label: அமைப்பாளர் : (38, 404, 129, 417)
role-label: அமைப்பாளர் : (1156, 1013, 1240, 1025)
entry-text: (1) க.பூபேந்தர், மிளகாநாய்க்கனூர் ஆதிதிராவிடர் குடியிருப்பு, ஏர்வாடி, மல்லூர், சேலம். (2) ச.தினேஷ், மிளகாநாய்க்கனூர் ஆதிதிராவிடர் குடியிருப்பு, ஏர்வாடி, மல்லூர், சேலம். (3) ர.பூபதி, மிளகாநாய்க்கனூர் ஆதிதிராவிடர் குடியிருப்பு, ஏர்வாடி, மல்லூர், சேலம். (4) கோ.கௌதம், மிளகாநாய்க்கனூர் ஆதிதிராவிடர் குடியிருப்பு, ஏர்வாடி, மல்லூர், சேலம். (5) கவிக்கண்ணன், மிளகாநாய்க்கனூர் ஆதிதிராவிடர் குடியிருப்பு, ஏர்வாடி, மல்லூர், சேலம். (1156, 202, 1505, 345)
role-label: துணை அமைப்பாளர்கள் : (783, 2074, 915, 2087)
branch-heading: சின்ன மாரியம்மன் கோயில் கிளை (469, 1478, 700, 1495)
entry-text: (1) ம.பிரசாந்த், சந்தியூர் பேக்காடு, சந்தியூர் ஆட்டையாம்பட்டி, சேலம். (2) சி.தேவா, சந்தியூர் பேக்காடு, சந்தியூர் ஆட்டையாம்பட்டி, சேலம். (3) செ.பழனிவேல், சந்தியூர் பேக்காடு, சந்தியூர் ஆட்டையாம்பட்டி, சேலம். (411, 810, 759, 878)
organizer-entry (38, 1140, 387, 1177)
role-label: துணை அமைப்பாளர்கள் : (1156, 2041, 1301, 2053)
entry-text: வ.சரவணன், சென்னாக்கல்புதூர், பாரப்பட்டி, மல்லூர், சேலம். (411, 2030, 759, 2062)
organizer-entry (783, 1286, 1131, 1305)
role-label: துணை அமைப்பாளர்கள் : (38, 447, 182, 460)
branch-heading: கள்ளிக்கோட்டை கிளை (1251, 358, 1409, 375)
booth-row (38, 1894, 387, 1928)
organizer-entry (38, 975, 387, 1105)
entry-text: (1) ரா.சந்திரசேகர், மேட்டுக்காடு, சந்தியூர் ஆட்டையாம்பட்டி, சேலம். (2) ரா.பிரேம்நாத், மேட்டுக்காடு, சந்தியூர், சந்தியூர் ஆட்டையாம்பட்டி, சேலம். (3) சுதந்த குமார், மேட்டுக்காடு, சந்தியூர், சந்தியூர் ஆட்டையாம்பட்டி, சேலம். (4) தோழகன், மேட்டுக்காடு, சந்தியூர் ஆட்டையாம்பட்டி, சேலம். (5) ர.கோபிநாத், மேட்டுக்காடு, சந்தியூர் ஆட்டையாம்பட்டி, சேலம். (411, 1151, 759, 1257)
role-label: துணை அமைப்பாளர்கள் : (1156, 1055, 1297, 1068)
branch-heading: பாலமரத்துக்காடு கிளை (506, 892, 663, 908)
branch-heading: கணபதி நகர் கிளை (149, 377, 276, 393)
branch-heading: மூங்கிலேரி கிளை (1271, 1989, 1390, 2005)
booth-number: பாகம் – 164 : (783, 1140, 852, 1153)
